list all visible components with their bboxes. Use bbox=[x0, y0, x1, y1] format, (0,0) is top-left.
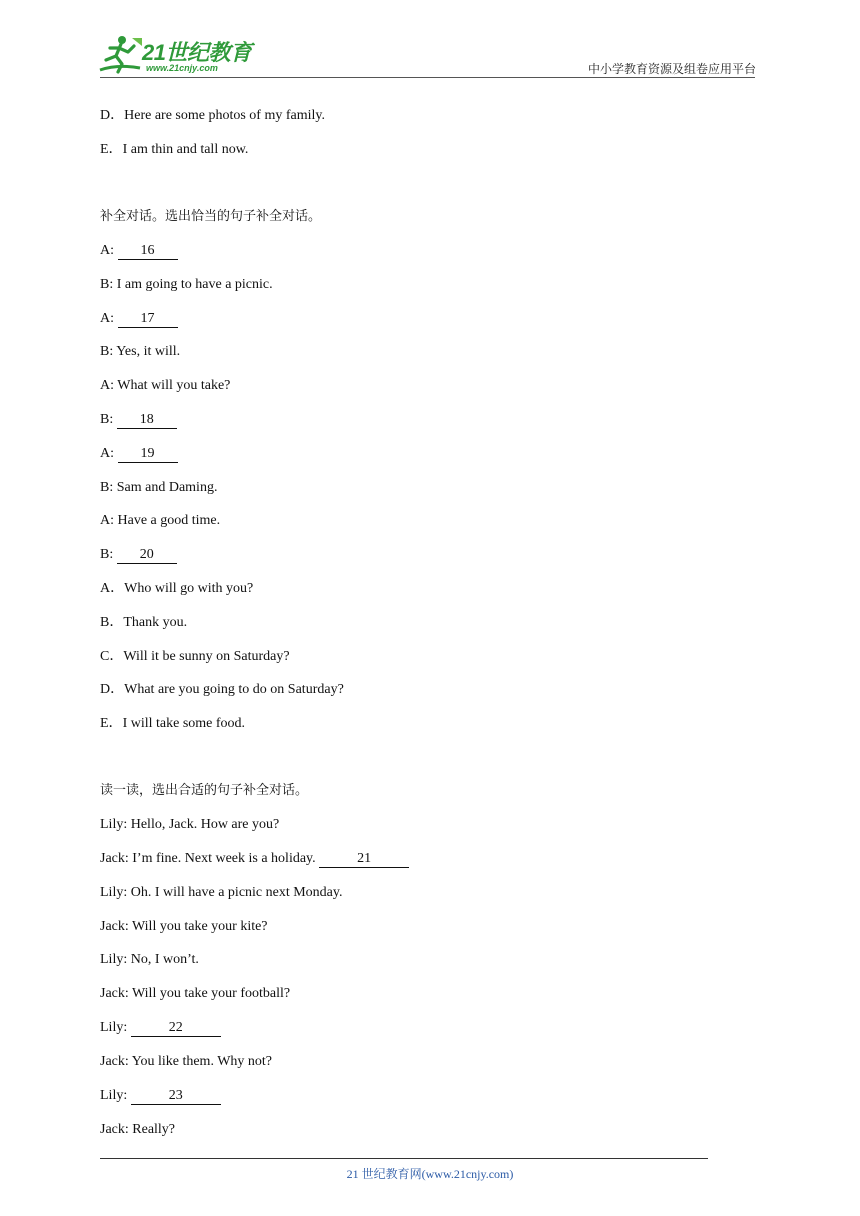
option-line: C．Will it be sunny on Saturday? bbox=[100, 649, 290, 664]
option-line: A．Who will go with you? bbox=[100, 581, 254, 596]
dialogue-line: Lily: 22 bbox=[100, 1019, 221, 1037]
dialogue-line: Lily: No, I won’t. bbox=[100, 952, 199, 967]
option-line: E．I am thin and tall now. bbox=[100, 142, 249, 157]
dialogue-line: A: What will you take? bbox=[100, 378, 231, 393]
dialogue-line: Lily: 23 bbox=[100, 1087, 221, 1105]
section-instruction: 补全对话。选出恰当的句子补全对话。 bbox=[100, 209, 322, 224]
dialogue-line: Lily: Oh. I will have a picnic next Monday. bbox=[100, 885, 343, 900]
option-line: E．I will take some food. bbox=[100, 716, 246, 731]
answer-blank[interactable]: 19 bbox=[118, 446, 178, 463]
dialogue-line: B: Sam and Daming. bbox=[100, 480, 218, 495]
answer-blank[interactable]: 20 bbox=[117, 547, 177, 564]
page-footer: 21 世纪教育网(www.21cnjy.com) bbox=[346, 1167, 514, 1181]
dialogue-line: B: Yes, it will. bbox=[100, 344, 181, 359]
answer-blank[interactable]: 22 bbox=[131, 1020, 221, 1037]
option-line: D．What are you going to do on Saturday? bbox=[100, 682, 344, 697]
dialogue-line: A: 17 bbox=[100, 310, 178, 328]
section-instruction: 读一读，选出合适的句子补全对话。 bbox=[100, 783, 309, 798]
dialogue-line: Jack: I’m fine. Next week is a holiday. 21 bbox=[100, 850, 409, 868]
answer-blank[interactable]: 16 bbox=[118, 243, 178, 260]
header-divider bbox=[100, 77, 755, 78]
dialogue-line: A: Have a good time. bbox=[100, 513, 221, 528]
answer-blank[interactable]: 23 bbox=[131, 1088, 221, 1105]
answer-blank[interactable]: 18 bbox=[117, 412, 177, 429]
dialogue-line: B: 18 bbox=[100, 411, 177, 429]
page-header bbox=[0, 0, 860, 80]
footer-divider bbox=[100, 1158, 708, 1159]
platform-name: 中小学教育资源及组卷应用平台 bbox=[587, 62, 756, 76]
dialogue-line: A: 19 bbox=[100, 445, 178, 463]
dialogue-line: B: 20 bbox=[100, 546, 177, 564]
logo-text: 21世纪教育 bbox=[142, 40, 252, 65]
logo-url: www.21cnjy.com bbox=[146, 63, 218, 73]
option-line: B．Thank you. bbox=[100, 615, 188, 630]
dialogue-line: B: I am going to have a picnic. bbox=[100, 277, 273, 292]
dialogue-line: Jack: Will you take your football? bbox=[100, 986, 291, 1001]
answer-blank[interactable]: 21 bbox=[319, 851, 409, 868]
dialogue-line: Jack: Really? bbox=[100, 1122, 176, 1137]
option-line: D．Here are some photos of my family. bbox=[100, 108, 325, 123]
dialogue-line: Jack: Will you take your kite? bbox=[100, 919, 268, 934]
dialogue-line: A: 16 bbox=[100, 242, 178, 260]
dialogue-line: Lily: Hello, Jack. How are you? bbox=[100, 817, 280, 832]
site-logo bbox=[92, 34, 262, 78]
answer-blank[interactable]: 17 bbox=[118, 311, 178, 328]
runner-icon bbox=[92, 34, 144, 78]
dialogue-line: Jack: You like them. Why not? bbox=[100, 1054, 273, 1069]
